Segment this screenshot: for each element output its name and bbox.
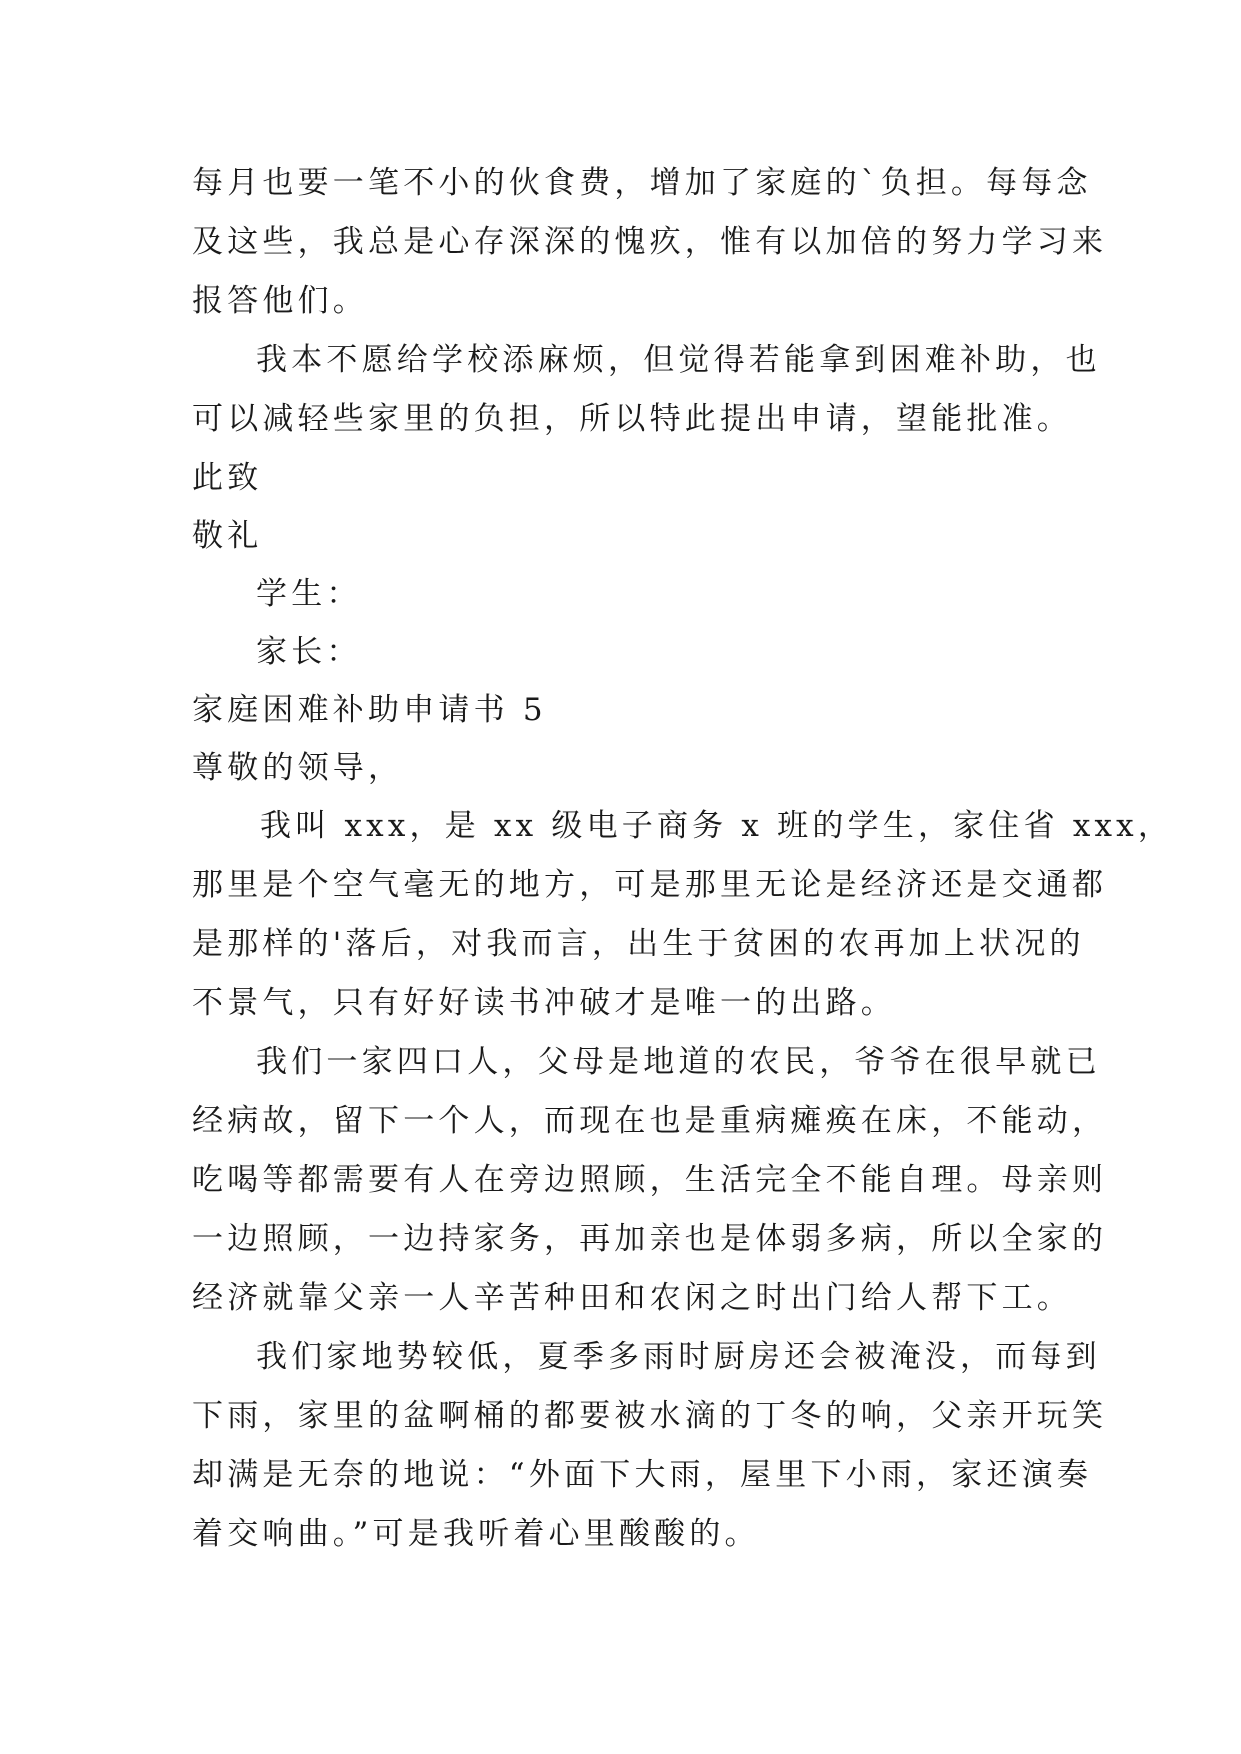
closing-salutation: 敬礼 xyxy=(192,518,263,554)
body-line: 报答他们。 xyxy=(192,283,368,319)
body-line: 每月也要一笔不小的伙食费，增加了家庭的`负担。每每念 xyxy=(192,165,1092,201)
body-line: 吃喝等都需要有人在旁边照顾，生活完全不能自理。母亲则 xyxy=(192,1162,1108,1198)
salutation: 尊敬的领导， xyxy=(192,750,404,786)
body-line: 着交响曲。”可是我听着心里酸酸的。 xyxy=(192,1516,760,1552)
body-line: 不景气，只有好好读书冲破才是唯一的出路。 xyxy=(192,985,896,1021)
paragraph-start-line: 我们家地势较低，夏季多雨时厨房还会被淹没，而每到 xyxy=(256,1339,1101,1375)
body-line: 及这些，我总是心存深深的愧疚，惟有以加倍的努力学习来 xyxy=(192,224,1108,260)
body-line: 是那样的'落后，对我而言，出生于贫困的农再加上状况的 xyxy=(192,926,1085,962)
section-title: 家庭困难补助申请书 5 xyxy=(192,692,547,728)
paragraph-start-line: 我叫 xxx，是 xx 级电子商务 x 班的学生，家住省 xxx， xyxy=(260,808,1174,844)
body-line: 却满是无奈的地说：“外面下大雨，屋里下小雨，家还演奏 xyxy=(192,1457,1093,1493)
body-line: 那里是个空气毫无的地方，可是那里无论是经济还是交通都 xyxy=(192,867,1108,903)
body-line: 可以减轻些家里的负担，所以特此提出申请，望能批准。 xyxy=(192,401,1072,437)
body-line: 下雨，家里的盆啊桶的都要被水滴的丁冬的响，父亲开玩笑 xyxy=(192,1398,1108,1434)
body-line: 一边照顾，一边持家务，再加亲也是体弱多病，所以全家的 xyxy=(192,1221,1108,1257)
closing-line: 此致 xyxy=(192,460,263,496)
parent-signature-label: 家长： xyxy=(256,634,362,670)
body-line: 经病故，留下一个人，而现在也是重病瘫痪在床，不能动， xyxy=(192,1103,1108,1139)
document-page xyxy=(192,154,1174,1564)
body-line: 经济就靠父亲一人辛苦种田和农闲之时出门给人帮下工。 xyxy=(192,1280,1072,1316)
paragraph-start-line: 我们一家四口人，父母是地道的农民，爷爷在很早就已 xyxy=(256,1044,1101,1080)
student-signature-label: 学生： xyxy=(256,576,362,612)
paragraph-start-line: 我本不愿给学校添麻烦，但觉得若能拿到困难补助，也 xyxy=(256,342,1101,378)
